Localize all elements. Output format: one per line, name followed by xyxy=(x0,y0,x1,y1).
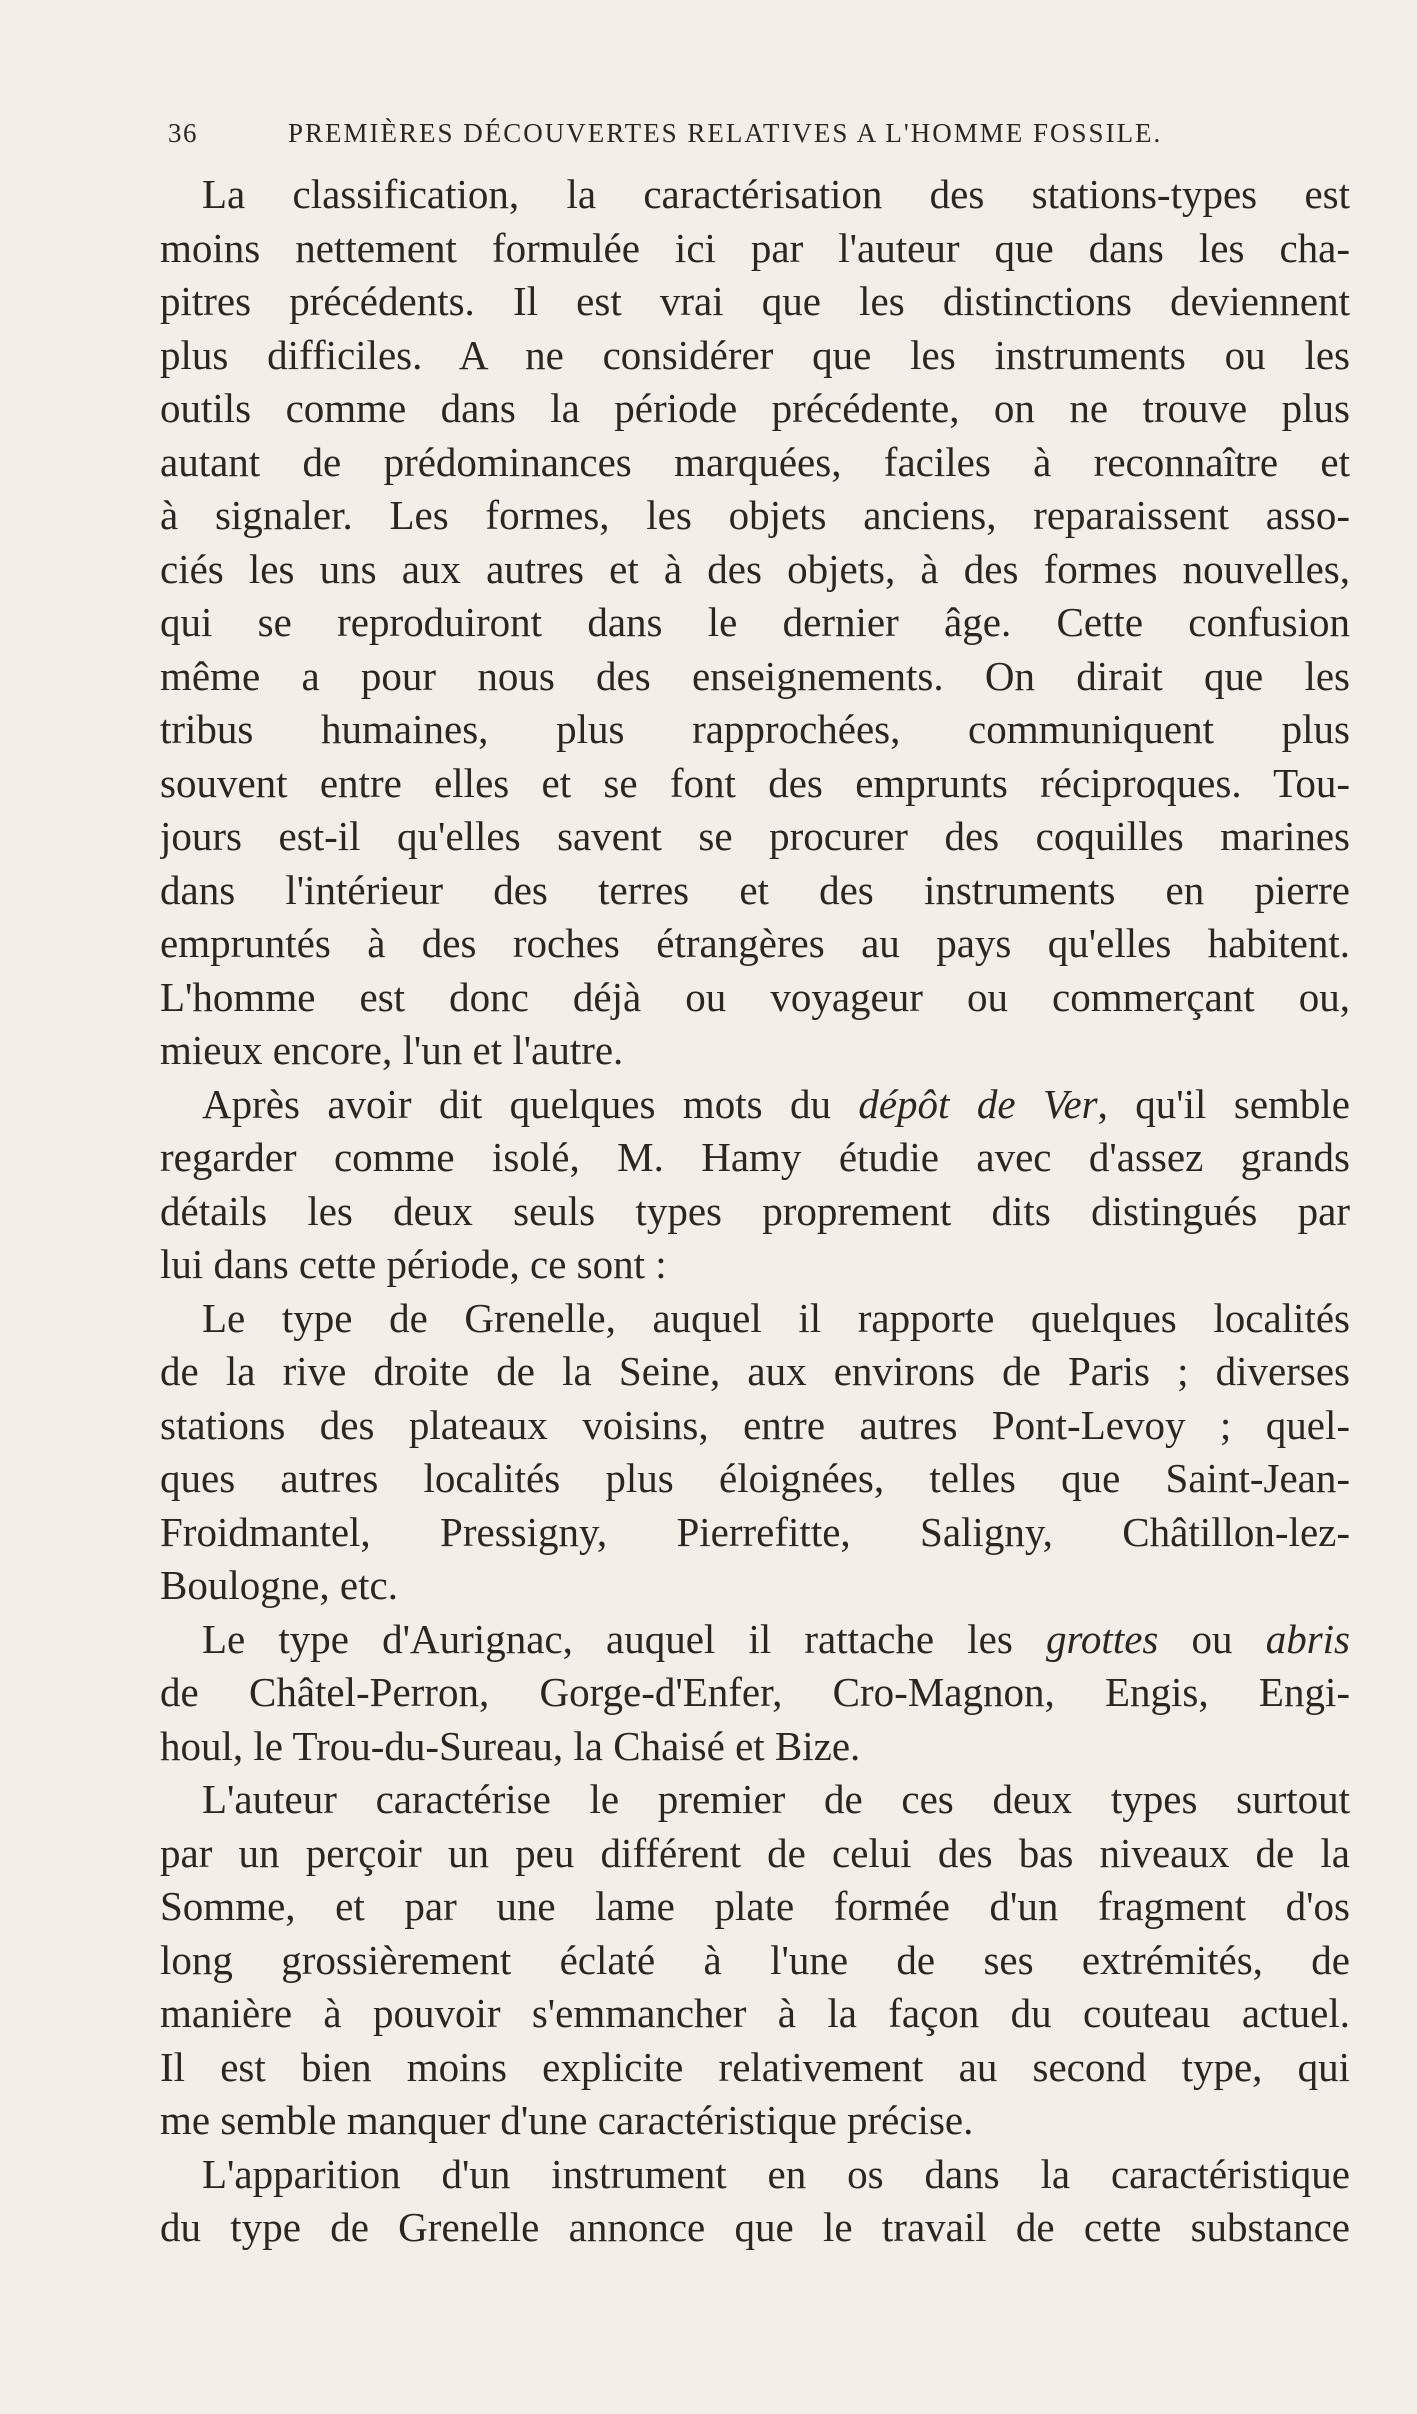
text-line: tribus humaines, plus rapprochées, communiquent plus xyxy=(160,706,1350,752)
italic-term-depot-de-ver: dépôt de Ver xyxy=(858,1080,1098,1127)
text-line: qui se reproduiront dans le dernier âge. Cette confusion xyxy=(160,599,1350,645)
text-line: détails les deux seuls types proprement dits distingués par xyxy=(160,1187,1350,1234)
text-line: Boulogne, etc. xyxy=(160,1562,398,1608)
text-line: plus difficiles. A ne considérer que les instruments ou les xyxy=(160,331,1350,378)
text-line xyxy=(160,1613,1350,1667)
text-line: me semble manquer d'une caractéristique précise. xyxy=(160,2097,974,2143)
text-run: Le type d'Aurignac, auquel il rattache les xyxy=(202,1615,1046,1662)
italic-term-abris: abris xyxy=(1265,1615,1350,1662)
text-line: houl, le Trou-du-Sureau, la Chaisé et Bize. xyxy=(160,1722,861,1769)
italic-term-grottes: grottes xyxy=(1046,1615,1159,1662)
paragraph xyxy=(160,1078,1350,1292)
text-line: par un perçoir un peu différent de celui des bas niveaux de la xyxy=(160,1829,1350,1876)
paragraph xyxy=(160,168,1350,1078)
text-line: L'auteur caractérise le premier de ces deux types surtout xyxy=(202,1776,1350,1822)
text-line: regarder comme isolé, M. Hamy étudie avec d'assez grands xyxy=(160,1134,1350,1180)
text-line: même a pour nous des enseignements. On dirait que les xyxy=(160,652,1350,699)
text-run: , qu'il semble xyxy=(1097,1080,1350,1127)
text-line: de la rive droite de la Seine, aux environs de Paris ; diverses xyxy=(160,1348,1350,1394)
text-line: à signaler. Les formes, les objets anciens, reparaissent asso- xyxy=(160,492,1350,538)
running-title: PREMIÈRES DÉCOUVERTES RELATIVES A L'HOMME FOSSILE. xyxy=(288,118,1163,148)
text-line: L'homme est donc déjà ou voyageur ou commerçant ou, xyxy=(160,973,1350,1020)
text-line: manière à pouvoir s'emmancher à la façon du couteau actuel. xyxy=(160,1990,1350,2036)
text-line: ques autres localités plus éloignées, telles que Saint-Jean- xyxy=(160,1455,1350,1501)
paragraph xyxy=(160,2148,1350,2255)
text-line: L'apparition d'un instrument en os dans la caractéristique xyxy=(202,2150,1350,2197)
text-line: jours est-il qu'elles savent se procurer des coquilles marines xyxy=(160,813,1350,859)
text-line xyxy=(160,1078,1350,1132)
text-line: Somme, et par une lame plate formée d'un fragment d'os xyxy=(160,1883,1350,1929)
text-line: du type de Grenelle annonce que le travail de cette substance xyxy=(160,2204,1350,2250)
text-line: dans l'intérieur des terres et des instruments en pierre xyxy=(160,866,1350,913)
text-line: outils comme dans la période précédente, on ne trouve plus xyxy=(160,385,1350,431)
text-line: de Châtel-Perron, Gorge-d'Enfer, Cro-Magnon, Engis, Engi- xyxy=(160,1669,1350,1715)
text-line: souvent entre elles et se font des emprunts réciproques. Tou- xyxy=(160,759,1350,806)
text-line: mieux encore, l'un et l'autre. xyxy=(160,1027,624,1073)
text-line: Le type de Grenelle, auquel il rapporte quelques localités xyxy=(202,1294,1350,1341)
text-line: Il est bien moins explicite relativement au second type, qui xyxy=(160,2043,1350,2090)
paragraph xyxy=(160,1292,1350,1613)
body-text xyxy=(160,168,1350,2255)
text-line: Froidmantel, Pressigny, Pierrefitte, Saligny, Châtillon-lez- xyxy=(160,1508,1350,1555)
text-run: Après avoir dit quelques mots du xyxy=(202,1080,859,1127)
paragraph xyxy=(160,1613,1350,1774)
running-header xyxy=(168,118,1248,149)
text-run: ou xyxy=(1158,1615,1266,1662)
text-line: lui dans cette période, ce sont : xyxy=(160,1241,667,1287)
text-line: stations des plateaux voisins, entre autres Pont-Levoy ; quel- xyxy=(160,1401,1350,1448)
paragraph xyxy=(160,1773,1350,2148)
page-number: 36 xyxy=(168,118,198,148)
text-line: autant de prédominances marquées, faciles à reconnaître et xyxy=(160,438,1350,485)
text-line: long grossièrement éclaté à l'une de ses extrémités, de xyxy=(160,1936,1350,1983)
text-line: La classification, la caractérisation des stations-types est xyxy=(202,171,1350,217)
text-line: empruntés à des roches étrangères au pays qu'elles habitent. xyxy=(160,920,1350,966)
text-line: ciés les uns aux autres et à des objets, à des formes nouvelles, xyxy=(160,545,1350,592)
text-line: moins nettement formulée ici par l'auteur que dans les cha- xyxy=(160,224,1350,271)
text-line: pitres précédents. Il est vrai que les distinctions deviennent xyxy=(160,278,1350,324)
